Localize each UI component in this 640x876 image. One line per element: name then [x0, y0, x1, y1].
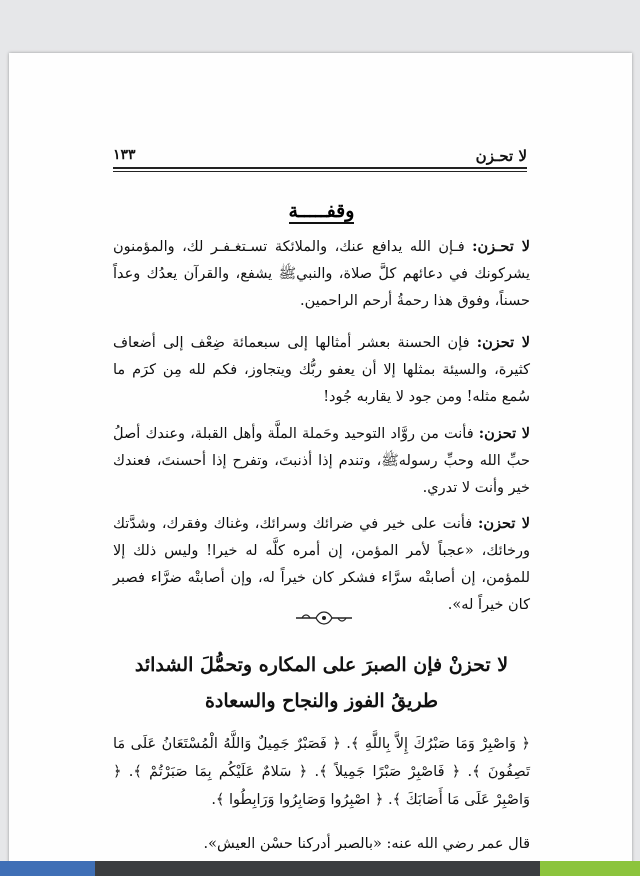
paragraph-lead: لا تحزن: — [478, 515, 530, 532]
chapter-heading-line2: طريقُ الفوز والنجاح والسعادة — [204, 690, 439, 712]
paragraph-text: فإن الحسنة بعشر أمثالها إلى سبعمائة ضِعْف إلى أضعاف كثيرة، والسيئة بمثلها إلا أن يعفو ربُّك ويتجاوز، فكم لله مِن كرَم ما سُمع مثله! ومن جود لا يقاربه جُود! — [113, 335, 530, 405]
quote-line: قال عمر رضي الله عنه: «بالصبر أدركنا حسْن العيش». — [203, 836, 530, 852]
paragraph-2 — [113, 329, 530, 411]
paragraph-text: فأنت على خير في ضرائك وسرائك، وغناك وفقرك، وشدَّتك ورخائك، «عجباً لأمر المؤمن، إن أمره كلَّه له خيرا! وليس ذلك إلا للمؤمن، إن أصابتْه سرَّاء فشكر كان خيراً له، وإن أصابتْه ضرَّاء فصبر كان خيراً له». — [113, 516, 530, 613]
paragraph-3 — [113, 420, 530, 502]
paragraph-text: فأنت من روَّاد التوحيد وحَملة الملَّة وأهل القبلة، وعندك أصلُ حبِّ الله وحبِّ رسولهﷺ، وتندم إذا أذنبتَ، وتفرح إذا أحسنتَ، فعندك خير وأنت لا تدري. — [113, 426, 530, 496]
paragraph-1 — [113, 233, 530, 315]
page-number: ١٣٣ — [113, 147, 136, 163]
paragraph-4 — [113, 510, 530, 619]
bottom-bar-green — [540, 861, 640, 876]
bottom-bar-blue — [0, 861, 95, 876]
section-title: وقفـــــة — [288, 200, 355, 222]
paragraph-lead: لا تحزن: — [476, 334, 531, 351]
paragraph-lead: لا تحزن: — [478, 425, 530, 442]
quran-verses: ﴿ وَاصْبِرْ وَمَا صَبْرُكَ إِلاَّ بِاللَّهِ ﴾. ﴿ فَصَبْرٌ جَمِيلٌ وَاللَّهُ الْمُسْتَعَانُ عَلَى مَا تَصِفُونَ ﴾. ﴿ فَاصْبِرْ صَبْرًا جَمِيلاً ﴾. ﴿ سَلامٌ عَلَيْكُم بِمَا صَبَرْتُمْ ﴾. ﴿ وَاصْبِرْ عَلَى مَا أَصَابَكَ ﴾. ﴿ اصْبِرُوا وَصَابِرُوا وَرَابِطُوا ﴾. — [113, 736, 530, 808]
paragraph-lead: لا تحـزن: — [472, 238, 530, 255]
header-rule — [113, 167, 527, 169]
header-rule-thin — [113, 171, 527, 172]
bottom-bar-dark — [95, 861, 540, 876]
chapter-heading-line1: لا تحزنْ فإن الصبرَ على المكاره وتحمُّلَ الشدائد — [134, 654, 509, 676]
book-title: لا تحـزن — [475, 147, 527, 165]
page-header — [113, 95, 527, 167]
paragraph-text: فـإن الله يدافع عنك، والملائكة تسـتغـفـر لك، والمؤمنون يشركونك في دعائهم كلَّ صلاة، والنبيﷺ يشفع، والقرآن يعدُك وعداً حسناً، وفوق هذا رحمةُ أرحم الراحمين. — [113, 239, 530, 309]
divider-ornament-icon — [294, 607, 354, 629]
